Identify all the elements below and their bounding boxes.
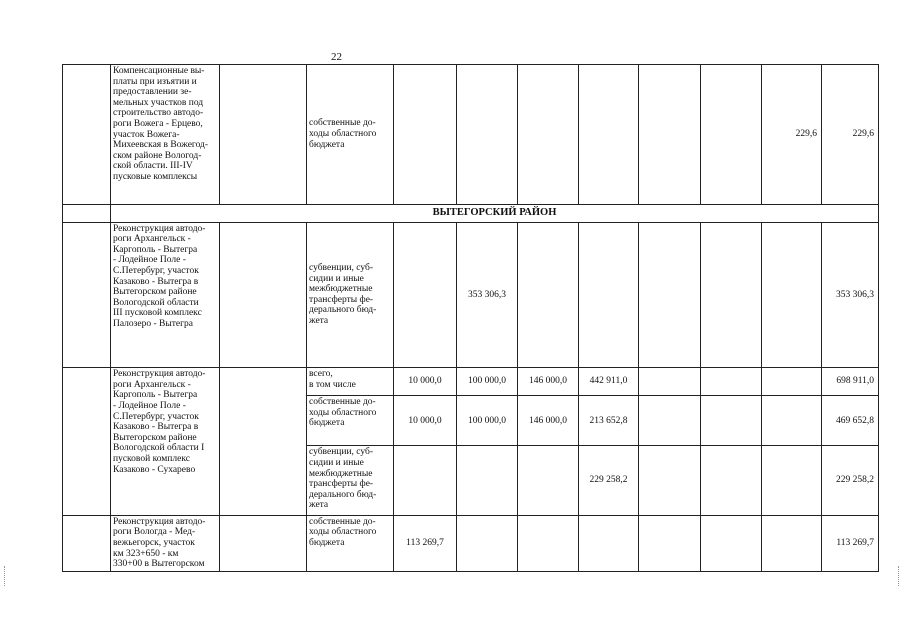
value-cell [639, 515, 701, 571]
funding-source: субвенции, суб- сидии и иные межбюджетные трансферты фе- дерального бюд- жета [309, 263, 377, 327]
value-cell [579, 222, 639, 368]
value-cell: 100 000,0 [457, 396, 518, 446]
notes-cell [220, 222, 307, 368]
value-cell [762, 446, 822, 515]
value-cell [762, 515, 822, 571]
value-cell: 442 911,0 [579, 368, 639, 396]
value-cell: 100 000,0 [457, 368, 518, 396]
funding-source: собственные до- ходы областного бюджета [309, 397, 377, 429]
table-row [63, 65, 879, 205]
value-cell: 113 269,7 [394, 515, 457, 571]
row-number-cell [63, 368, 111, 516]
value-cell: 10 000,0 [394, 368, 457, 396]
funding-source-cell [307, 222, 394, 368]
value-cell [701, 515, 762, 571]
value-cell [639, 222, 701, 368]
value-cell: 229 258,2 [579, 446, 639, 515]
notes-cell [220, 368, 307, 516]
table-row [63, 515, 879, 571]
total-cell: 698 911,0 [822, 368, 879, 396]
value-cell [457, 446, 518, 515]
value-cell [518, 65, 579, 205]
value-cell [394, 222, 457, 368]
page-number: 22 [331, 51, 342, 63]
object-name: Реконструкция автодо- роги Вологда - Мед- вежьегорск, участок км 323+650 - км 330+00 в Вытегорском [113, 516, 206, 570]
value-cell [701, 446, 762, 515]
value-cell [518, 222, 579, 368]
scan-edge-mark [4, 566, 8, 586]
value-cell [701, 222, 762, 368]
funding-source: собственные до- ходы областного бюджета [309, 118, 377, 150]
funding-source: собственные до- ходы областного бюджета [309, 516, 377, 548]
value-cell: 10 000,0 [394, 396, 457, 446]
value-cell [394, 446, 457, 515]
object-name-cell [111, 65, 220, 205]
value-cell [518, 446, 579, 515]
scan-edge-mark [898, 566, 902, 586]
funding-source-cell [307, 65, 394, 205]
value-cell [639, 368, 701, 396]
total-cell: 113 269,7 [822, 515, 879, 571]
value-cell: 146 000,0 [518, 368, 579, 396]
row-number-cell [63, 65, 111, 205]
notes-cell [220, 515, 307, 571]
value-cell: 146 000,0 [518, 396, 579, 446]
funding-source-cell [307, 368, 394, 396]
value-cell: 213 652,8 [579, 396, 639, 446]
value-cell [701, 368, 762, 396]
value-cell [639, 446, 701, 515]
value-cell [762, 368, 822, 396]
value-cell [394, 65, 457, 205]
object-name: Реконструкция автодо- роги Архангельск - Каргополь - Вытегра - Лодейное Поле - С.Петербург, участок Казаково - Вытегра в Вытегорском районе Вологодской области III пусковой комплекс Палозеро - Вытегра [113, 223, 206, 329]
value-cell [518, 515, 579, 571]
value-cell [762, 222, 822, 368]
section-row [63, 204, 879, 222]
total-cell: 469 652,8 [822, 396, 879, 446]
object-name-cell [111, 222, 220, 368]
object-name-cell [111, 368, 220, 516]
object-name: Реконструкция автодо- роги Архангельск - Каргополь - Вытегра - Лодейное Поле - С.Петербург, участок Казаково - Вытегра в Вытегорском районе Вологодской области I пусковой комплекс Казаково - Сухарево [113, 369, 206, 475]
funding-source: всего, в том числе [309, 369, 356, 390]
funding-source-cell [307, 515, 394, 571]
funding-source-cell [307, 396, 394, 446]
value-cell [639, 65, 701, 205]
total-cell: 353 306,3 [822, 222, 879, 368]
value-cell [457, 65, 518, 205]
row-number-cell [63, 204, 111, 222]
object-name-cell [111, 515, 220, 571]
funding-source: субвенции, суб- сидии и иные межбюджетные трансферты фе- дерального бюд- жета [309, 447, 377, 511]
funding-source-cell [307, 446, 394, 515]
value-cell [701, 396, 762, 446]
total-cell: 229,6 [822, 65, 879, 205]
section-title: ВЫТЕГОРСКИЙ РАЙОН [111, 204, 879, 222]
table-row [63, 368, 879, 396]
object-name: Компенсационные вы- платы при изъятии и предоставлении зе- мельных участков под строительство автодо- роги Вожега - Ерцево, участок Вожега- Михеевская в Вожегод- ском районе Вологод- ской области. III-IV пусковые комплексы [113, 66, 209, 182]
total-cell: 229 258,2 [822, 446, 879, 515]
value-cell [639, 396, 701, 446]
value-cell: 229,6 [762, 65, 822, 205]
value-cell [457, 515, 518, 571]
budget-table [62, 64, 879, 572]
row-number-cell [63, 515, 111, 571]
value-cell [579, 65, 639, 205]
notes-cell [220, 65, 307, 205]
table-row [63, 222, 879, 368]
value-cell [579, 515, 639, 571]
value-cell [701, 65, 762, 205]
value-cell: 353 306,3 [457, 222, 518, 368]
row-number-cell [63, 222, 111, 368]
value-cell [762, 396, 822, 446]
